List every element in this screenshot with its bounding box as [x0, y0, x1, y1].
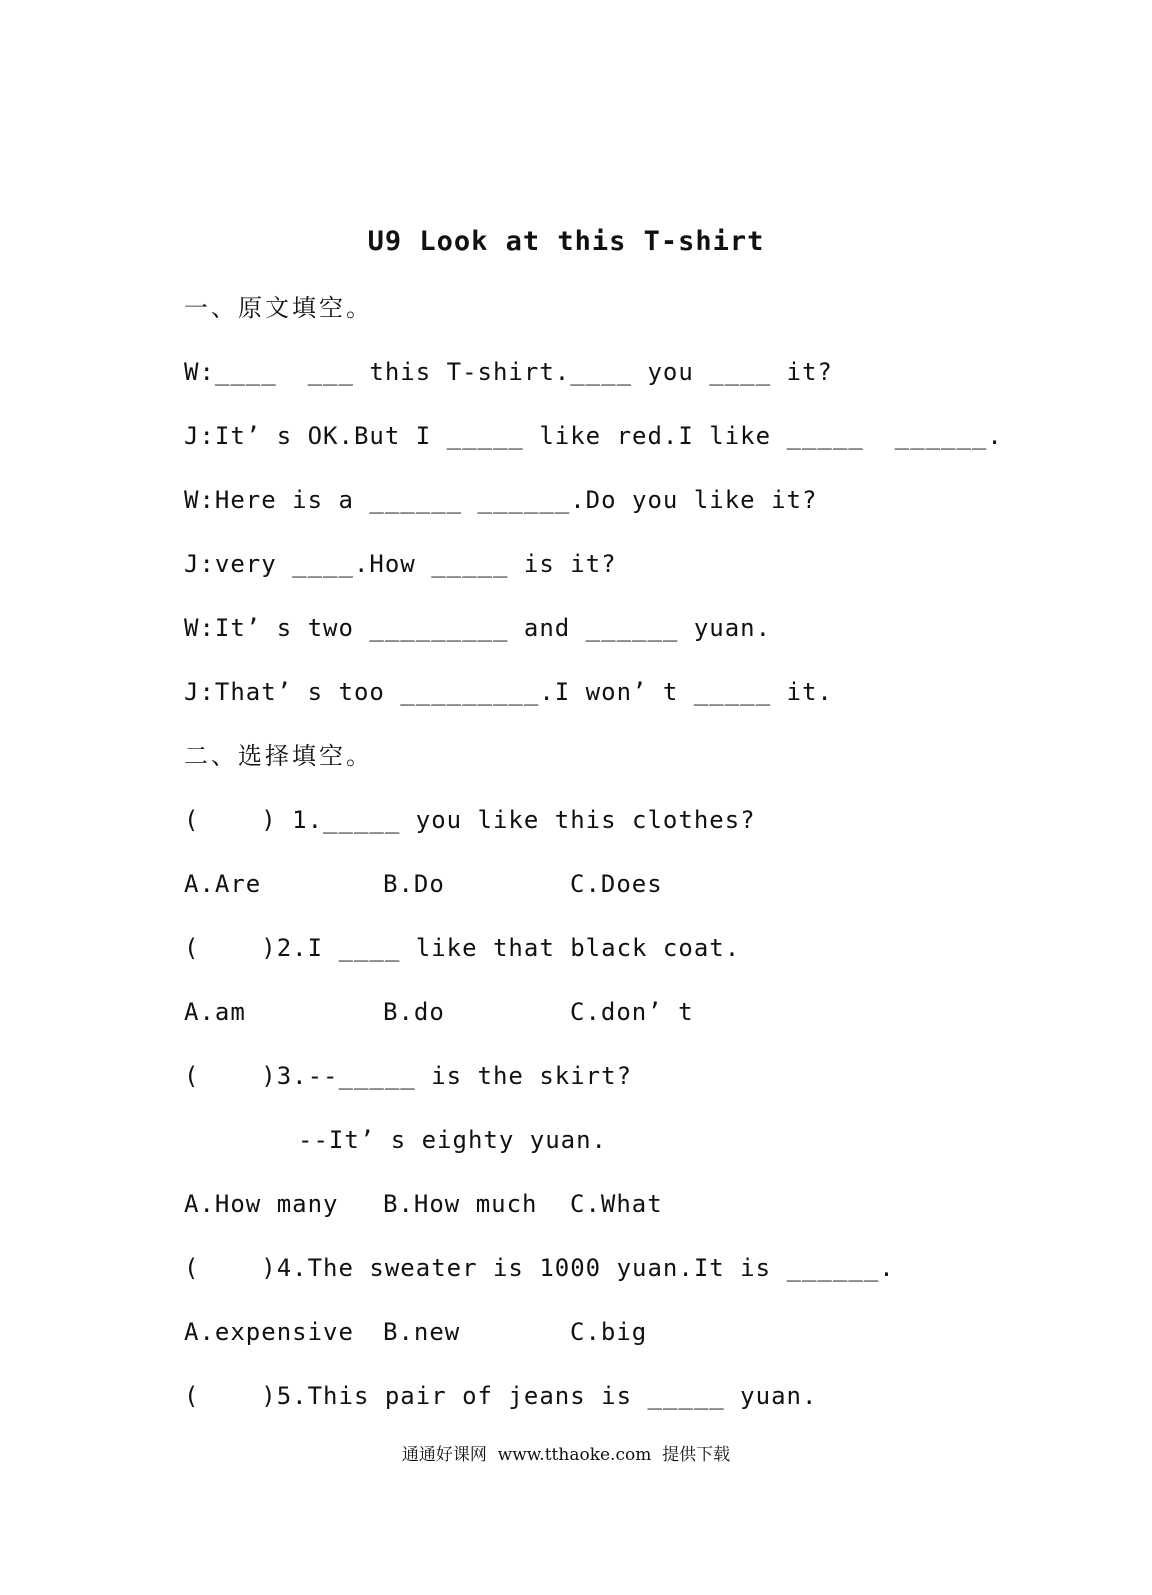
question-3-option-a: A.How many: [184, 1190, 339, 1218]
question-4-option-c: C.big: [570, 1318, 648, 1346]
question-2-option-b: B.do: [383, 998, 445, 1026]
question-3-option-c: C.What: [570, 1190, 663, 1218]
section2-heading: 二、选择填空。: [184, 742, 373, 770]
page-title: U9 Look at this T-shirt: [367, 226, 765, 257]
question-5-stem: ( )5.This pair of jeans is _____ yuan.: [184, 1382, 818, 1410]
question-3-stem: ( )3.--_____ is the skirt?: [184, 1062, 633, 1090]
dialogue-line-4: J:very ____.How _____ is it?: [184, 550, 617, 578]
question-1-option-c: C.Does: [570, 870, 663, 898]
question-4-stem: ( )4.The sweater is 1000 yuan.It is ______.: [184, 1254, 895, 1282]
question-4-option-b: B.new: [383, 1318, 461, 1346]
dialogue-line-6: J:That’ s too _________.I won’ t _____ it.: [184, 678, 833, 706]
question-2-option-c: C.don’ t: [570, 998, 694, 1026]
question-3-reply: --It’ s eighty yuan.: [298, 1126, 607, 1154]
question-1-stem: ( ) 1._____ you like this clothes?: [184, 806, 756, 834]
question-1-option-b: B.Do: [383, 870, 445, 898]
question-4-option-a: A.expensive: [184, 1318, 354, 1346]
question-1-option-a: A.Are: [184, 870, 262, 898]
question-2-stem: ( )2.I ____ like that black coat.: [184, 934, 741, 962]
section1-heading: 一、原文填空。: [184, 294, 373, 322]
dialogue-line-3: W:Here is a ______ ______.Do you like it?: [184, 486, 818, 514]
dialogue-line-5: W:It’ s two _________ and ______ yuan.: [184, 614, 772, 642]
question-2-option-a: A.am: [184, 998, 246, 1026]
question-3-option-b: B.How much: [383, 1190, 538, 1218]
dialogue-line-1: W:____ ___ this T-shirt.____ you ____ it?: [184, 358, 833, 386]
footer-source-note: 通通好课网 www.tthaoke.com 提供下载: [401, 1445, 731, 1465]
dialogue-line-2: J:It’ s OK.But I _____ like red.I like _____ ______.: [184, 422, 1003, 450]
